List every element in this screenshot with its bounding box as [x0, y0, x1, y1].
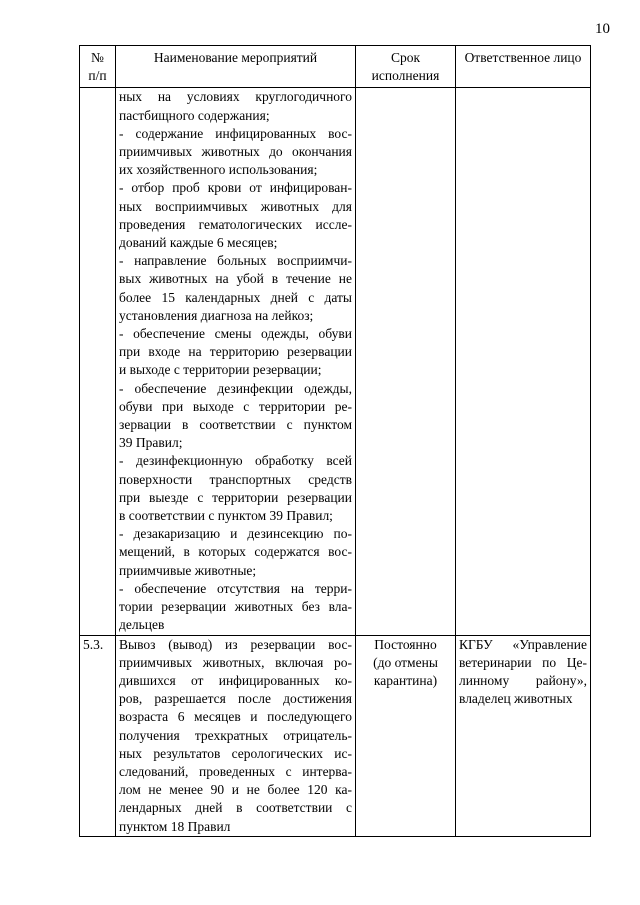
measure-line: ных восприимчивых животных для: [119, 198, 352, 214]
measure-line: при выезде с территории резервации: [119, 489, 352, 505]
measure-line: тории резервации животных без вла-: [119, 599, 352, 615]
header-number-line: №: [91, 50, 104, 65]
measure-line: мещений, в которых содержатся вос-: [119, 544, 352, 560]
header-term-line: исполнения: [371, 68, 440, 84]
header-responsible: [456, 46, 591, 88]
measure-line: зервации в соответствии с пунктом: [119, 417, 352, 433]
measure-line: возраста 6 месяцев и последующего: [119, 709, 352, 725]
term-line: (до отмены: [373, 654, 438, 670]
measure-line: приимчивых животных до окончания: [119, 144, 352, 160]
measure-line: пунктом 18 Правил: [119, 818, 231, 834]
measure-line: дившихся от инфицированных ко-: [119, 672, 352, 688]
row-measure-text: [116, 635, 356, 836]
row-term: [356, 88, 456, 635]
header-number: [80, 46, 116, 88]
measure-line: - обеспечение дезинфекции одежды,: [119, 380, 352, 396]
row-measure-text: [116, 88, 356, 635]
measure-line: - отбор проб крови от инфицирован-: [119, 180, 352, 196]
measure-line: проведения гематологических иссле-: [119, 216, 352, 232]
table-header-row: [80, 46, 591, 88]
measure-line: установления диагноза на лейкоз;: [119, 307, 314, 323]
measure-line: 39 Правил;: [119, 435, 183, 451]
page-number: 10: [595, 21, 610, 37]
header-term-line: Срок: [390, 50, 421, 65]
measure-line: и выходе с территории резервации;: [119, 362, 322, 378]
measure-line: приимчивые животные;: [119, 562, 257, 578]
measure-line: лом не менее 90 и не более 120 ка-: [119, 782, 352, 798]
measure-line: Вывоз (вывод) из резервации вос-: [119, 636, 352, 652]
measure-line: ных на условиях круглогодичного: [119, 89, 352, 105]
table-row: [80, 88, 591, 635]
measure-line: - дезакаризацию и дезинсекцию по-: [119, 526, 352, 542]
responsible-line: КГБУ «Управление: [459, 636, 587, 652]
measure-line: более 15 календарных дней с даты: [119, 289, 352, 305]
measures-table: [79, 45, 591, 837]
measure-line: - дезинфекционную обработку всей: [119, 453, 352, 469]
measure-line: их хозяйственного использования;: [119, 162, 318, 178]
header-name-line: Наименование мероприятий: [153, 50, 318, 65]
measure-line: получения трехкратных отрицатель-: [119, 727, 352, 743]
measure-line: лендарных дней в соответствии с: [119, 800, 352, 816]
measure-line: - обеспечение смены одежды, обуви: [119, 326, 352, 342]
header-name: [116, 46, 356, 88]
row-term: [356, 635, 456, 836]
row-number: 5.3.: [80, 635, 116, 836]
term-line: карантина): [373, 672, 438, 688]
responsible-line: владелец животных: [459, 691, 573, 707]
header-term: [356, 46, 456, 88]
measure-line: при входе на территорию резервации: [119, 344, 352, 360]
measure-line: вых животных на убой в течение не: [119, 271, 352, 287]
measure-line: приимчивых животных, включая ро-: [119, 654, 352, 670]
measure-line: - обеспечение отсутствия на терри-: [119, 580, 352, 596]
measure-line: пастбищного содержания;: [119, 107, 270, 123]
measure-line: ных результатов серологических ис-: [119, 745, 352, 761]
measure-line: дельцев: [119, 617, 165, 633]
header-responsible-line: Ответственное лицо: [464, 50, 582, 65]
measure-line: обуви при выходе с территории ре-: [119, 398, 352, 414]
measure-line: - содержание инфицированных вос-: [119, 125, 352, 141]
row-responsible: [456, 635, 591, 836]
row-responsible: [456, 88, 591, 635]
measure-line: поверхности транспортных средств: [119, 471, 352, 487]
measure-line: в соответствии с пунктом 39 Правил;: [119, 508, 333, 524]
term-line: Постоянно: [374, 636, 437, 652]
header-number-line: п/п: [88, 68, 107, 84]
measure-line: следований, проведенных с интерва-: [119, 763, 352, 779]
measure-line: - направление больных восприимчи-: [119, 253, 352, 269]
responsible-line: ветеринарии по Це-: [459, 654, 587, 670]
responsible-line: линному району»,: [459, 672, 587, 688]
measure-line: ров, разрешается после достижения: [119, 691, 352, 707]
row-number: [80, 88, 116, 635]
measure-line: дований каждые 6 месяцев;: [119, 235, 278, 251]
table-row: [80, 635, 591, 836]
